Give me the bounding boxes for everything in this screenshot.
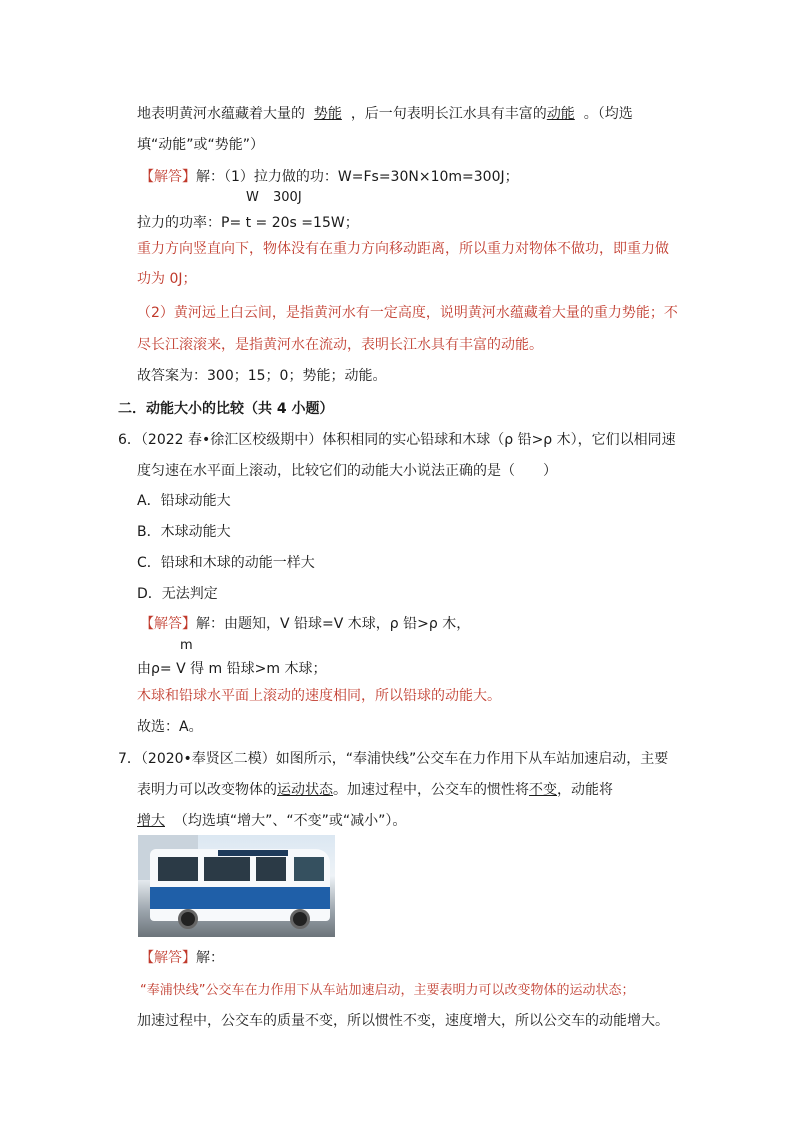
answer-blank: 增大 bbox=[137, 813, 165, 829]
fraction-numerator: 300J bbox=[273, 190, 302, 205]
answer-label: 【解答】 bbox=[140, 616, 196, 632]
text-line: 由ρ= V 得 m 铅球>m 木球； bbox=[137, 661, 327, 677]
section-heading: 二．动能大小的比较（共 4 小题） bbox=[118, 401, 334, 417]
text-line: 填“动能”或“势能”） bbox=[137, 137, 265, 153]
text-line: 重力方向竖直向下，物体没有在重力方向移动距离，所以重力对物体不做功，即重力做 bbox=[137, 241, 669, 257]
text-line: 尽长江滚滚来，是指黄河水在流动，表明长江水具有丰富的动能。 bbox=[137, 337, 543, 353]
bus-windshield bbox=[294, 857, 324, 881]
fraction-numerator: W bbox=[246, 190, 259, 205]
text-line bbox=[137, 103, 633, 123]
bus-window bbox=[256, 857, 286, 881]
text-segment: 地表明黄河水蕴藏着大量的 bbox=[137, 106, 305, 122]
question-line bbox=[137, 810, 406, 830]
text-segment: 表明力可以改变物体的 bbox=[137, 782, 277, 798]
text-segment: 解： bbox=[196, 950, 224, 966]
text-line: 拉力的功率：P= t = 20s =15W； bbox=[137, 215, 359, 231]
answer-label: 【解答】 bbox=[140, 169, 196, 185]
bus-wheel bbox=[290, 909, 310, 929]
option-d: D．无法判定 bbox=[137, 586, 218, 602]
text-line: 加速过程中，公交车的质量不变，所以惯性不变，速度增大，所以公交车的动能增大。 bbox=[137, 1013, 669, 1029]
text-segment: 解：由题知，V 铅球=V 木球，ρ 铅>ρ 木， bbox=[196, 616, 471, 632]
question-line: 7．（2020•奉贤区二模）如图所示，“奉浦快线”公交车在力作用下从车站加速启动，主要 bbox=[118, 751, 669, 767]
answer-line bbox=[140, 947, 224, 967]
answer-blank: 运动状态 bbox=[277, 782, 333, 798]
answer-line bbox=[140, 166, 519, 186]
text-line: 故选：A。 bbox=[137, 719, 203, 735]
bus-route-sign bbox=[218, 850, 288, 856]
text-segment: 解：（1）拉力做的功：W=Fs=30N×10m=300J； bbox=[196, 169, 519, 185]
answer-blank: 势能 bbox=[313, 106, 342, 122]
text-line: 功为 0J； bbox=[137, 271, 197, 287]
answer-label: 【解答】 bbox=[140, 950, 196, 966]
text-line: 木球和铅球水平面上滚动的速度相同，所以铅球的动能大。 bbox=[137, 688, 501, 704]
text-segment: （均选填“增大”、“不变”或“减小”）。 bbox=[173, 813, 407, 829]
text-segment: ，后一句表明长江水具有丰富的 bbox=[350, 106, 547, 122]
text-line: “奉浦快线”公交车在力作用下从车站加速启动，主要表明力可以改变物体的运动状态； bbox=[140, 983, 635, 998]
bus-window bbox=[158, 857, 198, 881]
bus-window bbox=[204, 857, 250, 881]
text-line: 故答案为：300；15；0；势能；动能。 bbox=[137, 368, 387, 384]
option-b: B．木球动能大 bbox=[137, 524, 231, 540]
answer-blank: 动能 bbox=[546, 106, 575, 122]
text-segment: 。（均选 bbox=[583, 106, 633, 122]
answer-line bbox=[140, 613, 470, 633]
text-line: （2）黄河远上白云间，是指黄河水有一定高度，说明黄河水蕴藏着大量的重力势能；不 bbox=[137, 305, 678, 321]
answer-blank: 不变 bbox=[529, 782, 557, 798]
fraction-numerator: m bbox=[180, 638, 193, 653]
question-line: 6．（2022 春•徐汇区校级期中）体积相同的实心铅球和木球（ρ 铅>ρ 木），它们以相同速 bbox=[118, 432, 676, 448]
option-c: C．铅球和木球的动能一样大 bbox=[137, 555, 315, 571]
bus-wheel bbox=[178, 909, 198, 929]
question-line bbox=[137, 779, 613, 799]
text-segment: ，动能将 bbox=[557, 782, 613, 798]
bus-stripe bbox=[150, 887, 330, 909]
question-line: 度匀速在水平面上滚动，比较它们的动能大小说法正确的是（ ） bbox=[137, 463, 557, 479]
option-a: A．铅球动能大 bbox=[137, 493, 231, 509]
text-segment: 。加速过程中，公交车的惯性将 bbox=[333, 782, 529, 798]
bus-photo bbox=[138, 835, 335, 937]
